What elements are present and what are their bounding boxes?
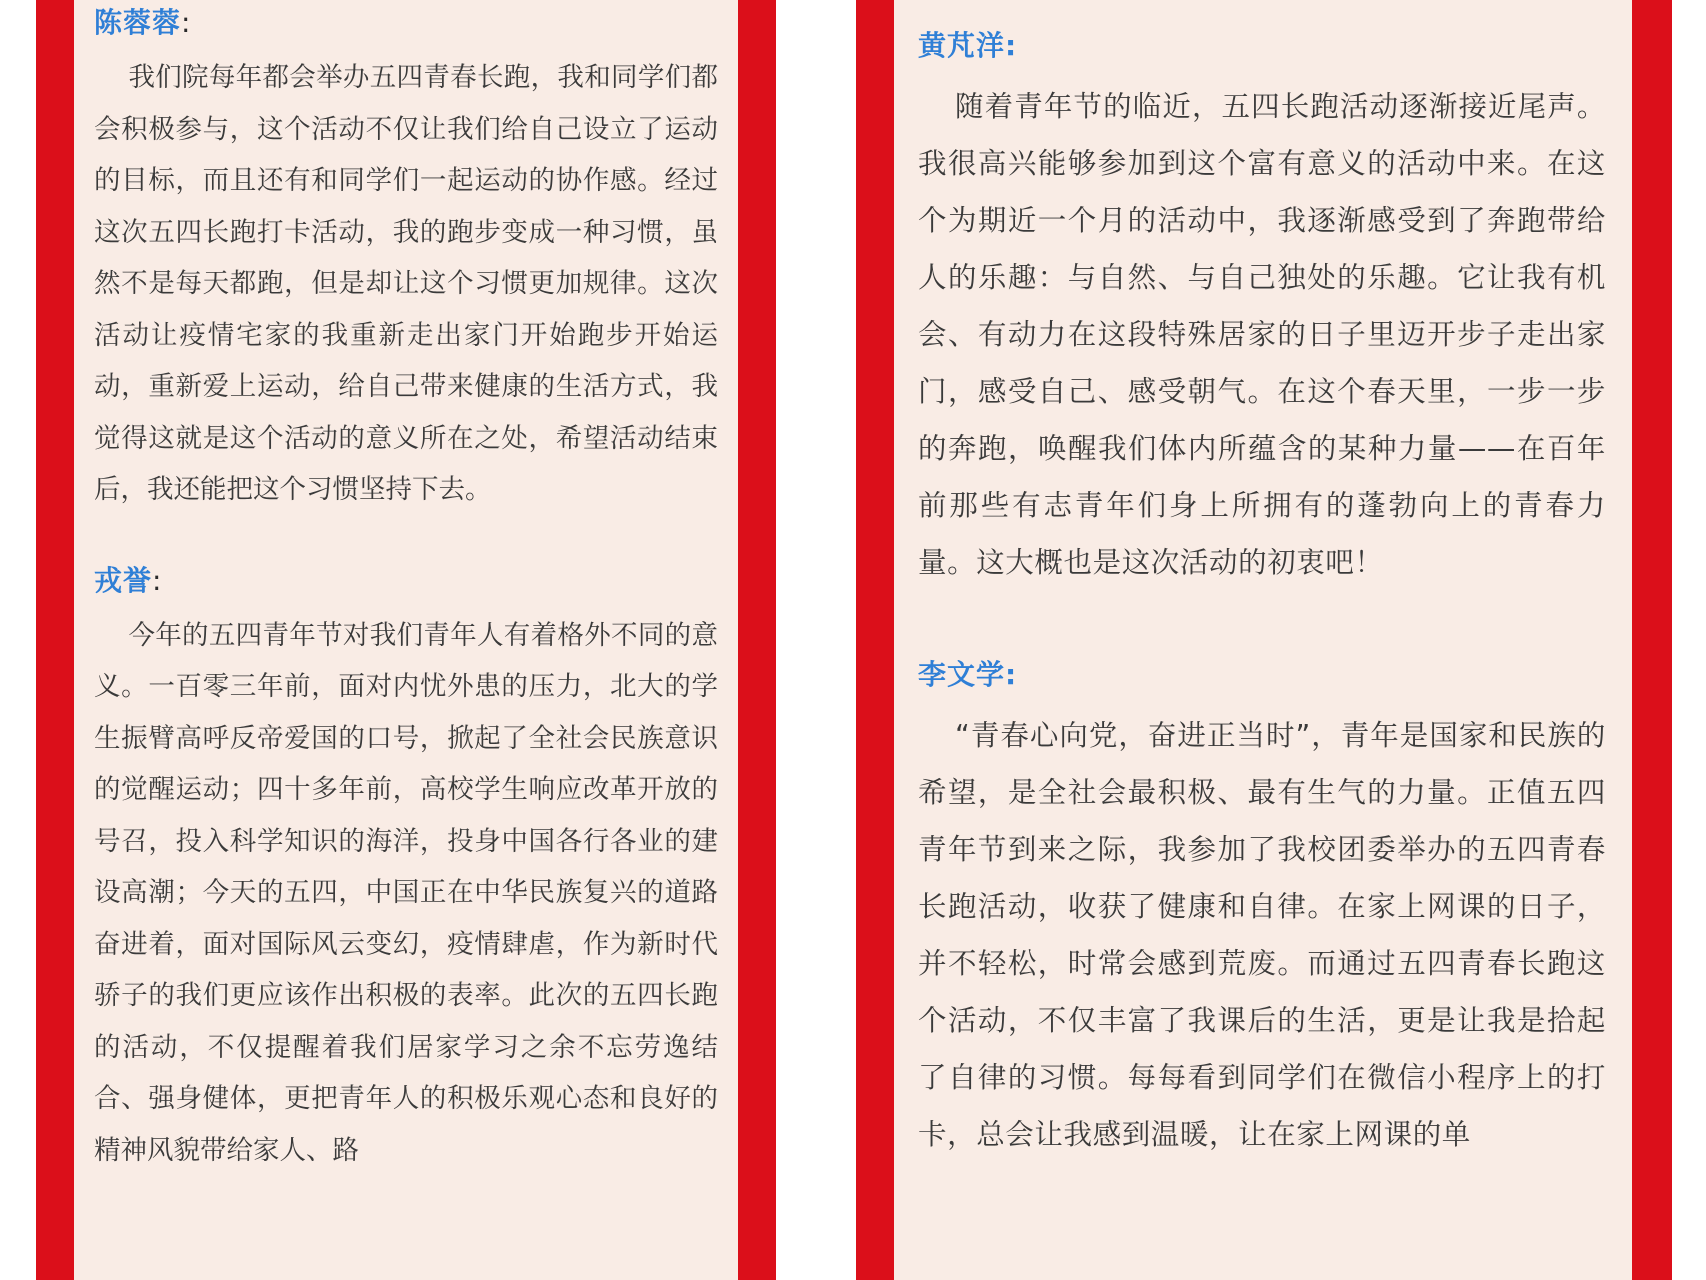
author-name-text: 黄芃洋: [918, 29, 1006, 62]
comment-block-li: [918, 653, 1606, 1163]
right-article-card: [894, 0, 1632, 1280]
author-colon: :: [152, 563, 163, 597]
left-article-card: [74, 0, 738, 1280]
author-colon: :: [1005, 658, 1018, 691]
author-name-text: 李文学: [918, 658, 1006, 691]
author-name: [918, 24, 1606, 68]
left-article-panel: [36, 0, 776, 1280]
comment-paragraph: “青春心向党，奋进正当时”，青年是国家和民族的希望，是全社会最积极、最有生气的力量。正值五四青年节到来之际，我参加了我校团委举办的五四青春长跑活动，收获了健康和自律。在家上网课的日子，并不轻松，时常会感到荒废。而通过五四青春长跑这个活动，不仅丰富了我课后的生活，更是让我是拾起了自律的习惯。每每看到同学们在微信小程序上的打卡，总会让我感到温暖，让在家上网课的单: [918, 719, 1606, 1151]
comment-block-huang: [918, 24, 1606, 591]
author-name: [94, 560, 718, 602]
author-name: [94, 2, 718, 44]
author-name-text: 陈蓉蓉: [94, 6, 182, 39]
comment-paragraph: 今年的五四青年节对我们青年人有着格外不同的意义。一百零三年前，面对内忧外患的压力，北大的学生振臂高呼反帝爱国的口号，掀起了全社会民族意识的觉醒运动；四十多年前，高校学生响应改革开放的号召，投入科学知识的海洋，投身中国各行各业的建设高潮；今天的五四，中国正在中华民族复兴的道路奋进着，面对国际风云变幻，疫情肆虐，作为新时代骄子的我们更应该作出积极的表率。此次的五四长跑的活动，不仅提醒着我们居家学习之余不忘劳逸结合、强身健体，更把青年人的积极乐观心态和良好的精神风貌带给家人、路: [94, 619, 718, 1166]
comment-block-rong: [94, 560, 718, 1177]
comment-block-chen: [94, 2, 718, 516]
author-colon: :: [1005, 29, 1018, 62]
comment-paragraph: 随着青年节的临近，五四长跑活动逐渐接近尾声。我很高兴能够参加到这个富有意义的活动中来。在这个为期近一个月的活动中，我逐渐感受到了奔跑带给人的乐趣：与自然、与自己独处的乐趣。它让我有机会、有动力在这段特殊居家的日子里迈开步子走出家门，感受自己、感受朝气。在这个春天里，一步一步的奔跑，唤醒我们体内所蕴含的某种力量——在百年前那些有志青年们身上所拥有的蓬勃向上的青春力量。这大概也是这次活动的初衷吧！: [918, 90, 1606, 579]
author-colon: :: [181, 6, 192, 39]
author-name-text: 戎誉: [94, 563, 153, 597]
comment-paragraph: 我们院每年都会举办五四青春长跑，我和同学们都会积极参与，这个活动不仅让我们给自己设立了运动的目标，而且还有和同学们一起运动的协作感。经过这次五四长跑打卡活动，我的跑步变成一种习惯，虽然不是每天都跑，但是却让这个习惯更加规律。这次活动让疫情宅家的我重新走出家门开始跑步开始运动，重新爱上运动，给自己带来健康的生活方式，我觉得这就是这个活动的意义所在之处，希望活动结束后，我还能把这个习惯坚持下去。: [94, 62, 718, 505]
right-article-panel: [856, 0, 1672, 1280]
author-name: [918, 653, 1606, 697]
